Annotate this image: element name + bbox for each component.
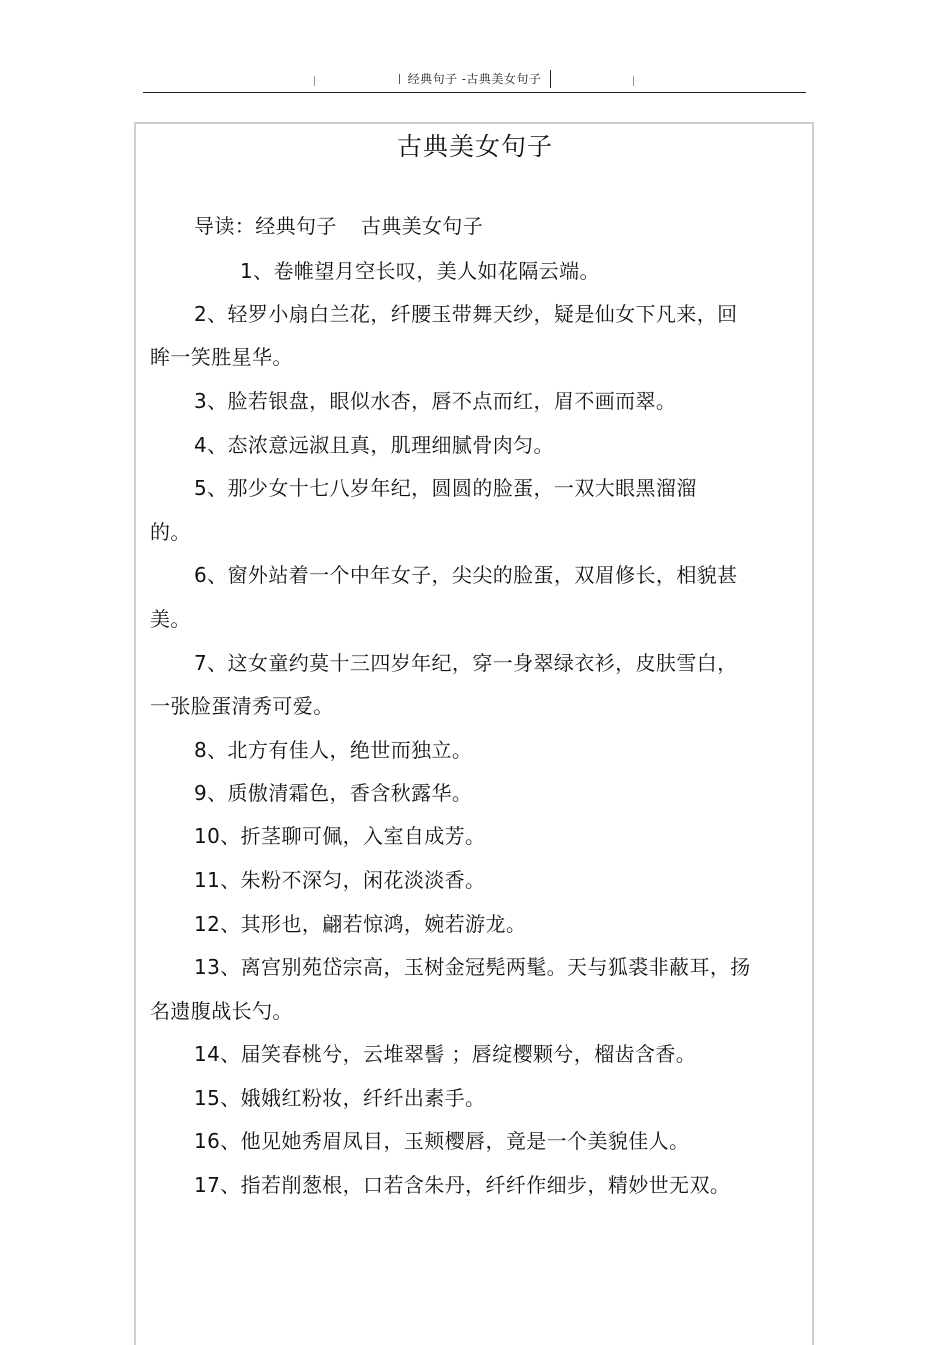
sentence-line-continuation: 的。	[150, 520, 191, 544]
sentence-line: 12、其形也，翩若惊鸿，婉若游龙。	[194, 912, 527, 936]
sentence-line: 3、脸若银盘，眼似水杏，唇不点而红，眉不画而翠。	[194, 389, 677, 413]
sentence-line: 10、折茎聊可佩，入室自成芳。	[194, 824, 486, 848]
sentence-line: 11、朱粉不深匀，闲花淡淡香。	[194, 868, 486, 892]
sentence-line-continuation: 眸一笑胜星华。	[150, 345, 293, 369]
sentence-line-continuation: 一张脸蛋清秀可爱。	[150, 694, 334, 718]
sentence-line: 9、质傲清霜色，香含秋露华。	[194, 781, 473, 805]
running-title: 经典句子 -古典美女句子	[407, 72, 542, 86]
sentence-line-continuation: 美。	[150, 607, 191, 631]
sentence-line: 1、卷帷望月空长叹，美人如花隔云端。	[240, 259, 600, 283]
sentence-line: 6、窗外站着一个中年女子，尖尖的脸蛋，双眉修长，相貌甚	[194, 563, 738, 587]
intro-line	[194, 210, 483, 239]
sentence-line: 14、届笑春桃兮，云堆翠髻 ；唇绽樱颗兮，榴齿含香。	[194, 1042, 697, 1066]
sentence-line: 13、离宫别苑岱宗高，玉树金冠髡两髦。天与狐裘非蔽耳，扬	[194, 955, 751, 979]
sentence-line: 4、态浓意远淑且真，肌理细腻骨肉匀。	[194, 433, 554, 457]
running-header	[143, 62, 806, 93]
sentence-line: 17、指若削葱根，口若含朱丹，纤纤作细步，精妙世无双。	[194, 1173, 731, 1197]
sentence-line: 15、娥娥红粉妆，纤纤出素手。	[194, 1086, 486, 1110]
intro-label: 导读：经典句子	[194, 214, 337, 238]
sentence-line: 8、北方有佳人，绝世而独立。	[194, 738, 473, 762]
sentence-line-continuation: 名遗腹战长勺。	[150, 999, 293, 1023]
sentence-line: 5、那少女十七八岁年纪，圆圆的脸蛋，一双大眼黑溜溜	[194, 476, 697, 500]
sentence-line: 7、这女童约莫十三四岁年纪，穿一身翠绿衣衫，皮肤雪白，	[194, 651, 738, 675]
sentence-line: 2、轻罗小扇白兰花，纤腰玉带舞天纱，疑是仙女下凡来，回	[194, 302, 738, 326]
intro-topic: 古典美女句子	[360, 214, 484, 238]
page-title: 古典美女句子	[396, 132, 553, 161]
sentence-line: 16、他见她秀眉凤目，玉颊樱唇，竟是一个美貌佳人。	[194, 1129, 690, 1153]
